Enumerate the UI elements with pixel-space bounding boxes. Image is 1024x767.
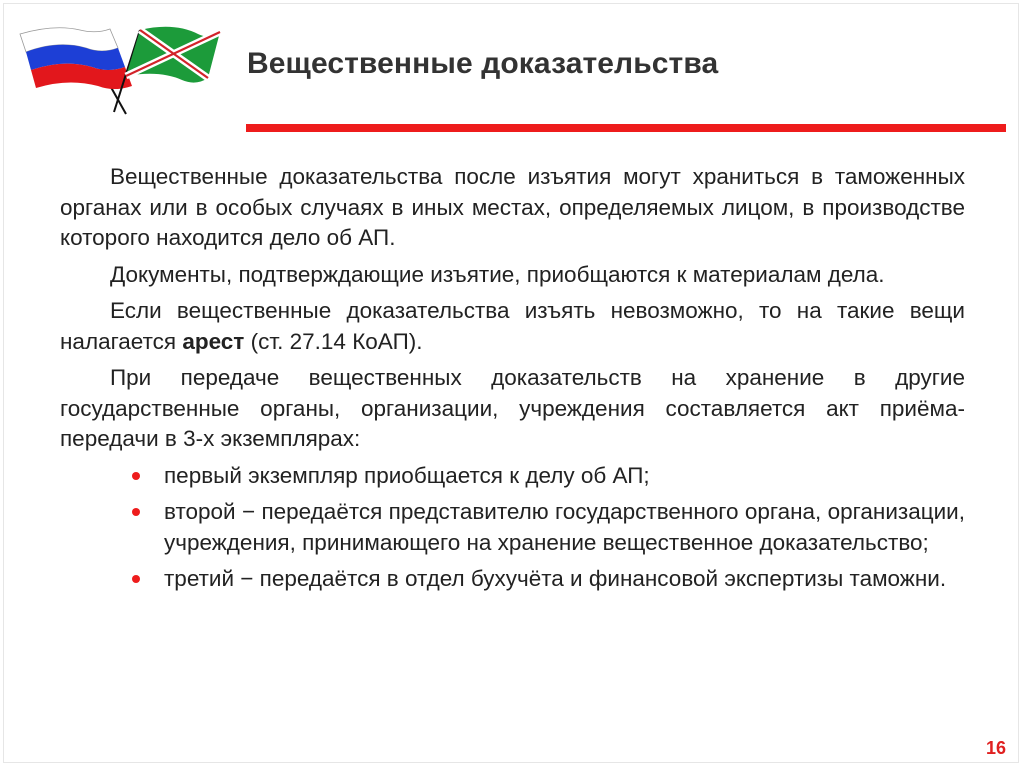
flags-emblem — [14, 20, 224, 116]
russian-flag-icon — [20, 28, 132, 114]
slide-body — [60, 162, 965, 601]
arrest-term: арест — [182, 328, 245, 354]
list-item — [164, 564, 965, 595]
paragraph-storage: Вещественные доказательства после изъятия могут храниться в таможенных органах или в особых случаях в иных местах, определяемых лицом, в производстве которого находится дело об АП. — [60, 164, 965, 250]
list-item-text: третий − передаётся в отдел бухучёта и финансовой экспертизы таможни. — [164, 566, 947, 591]
paragraph-arrest — [60, 296, 965, 357]
paragraph-transfer: При передаче вещественных доказательств на хранение в другие государственные органы, организации, учреждения составляется акт приёма-передачи в 3-х экземплярах: — [60, 365, 965, 451]
slide-title: Вещественные доказательства — [247, 47, 719, 80]
customs-flag-icon — [114, 27, 220, 112]
arrest-text-before: Если вещественные доказательства изъять невозможно, то на такие вещи налагается — [60, 298, 965, 354]
list-item — [164, 461, 965, 492]
flags-graphic — [14, 20, 224, 116]
paragraph-documents: Документы, подтверждающие изъятие, приобщаются к материалам дела. — [110, 261, 885, 287]
arrest-text-after: (ст. 27.14 КоАП). — [244, 328, 423, 354]
bullet-icon — [132, 508, 140, 516]
list-item-text: второй − передаётся представителю государственного органа, организации, учреждения, принимающего на хранение вещественное доказательство; — [164, 499, 965, 555]
title-underline — [246, 124, 1006, 132]
list-item — [164, 497, 965, 558]
list-item-text: первый экземпляр приобщается к делу об АП; — [164, 462, 650, 488]
bullet-icon — [132, 472, 140, 480]
bullet-icon — [132, 575, 140, 583]
page-number: 16 — [985, 738, 1006, 758]
copies-list — [60, 461, 965, 595]
